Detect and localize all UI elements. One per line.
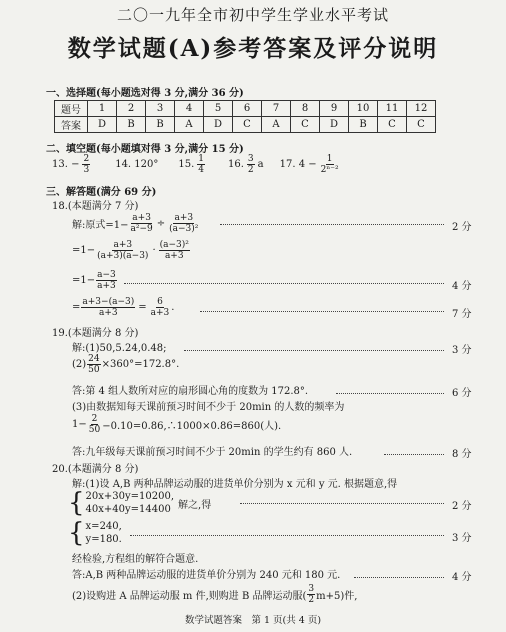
table-cell: C [291, 117, 320, 133]
q20-line-5: 答:A,B 两种品牌运动服的进货单价分别为 240 元和 180 元. [72, 570, 341, 581]
variable: a [257, 159, 264, 170]
row-label: 答案 [55, 117, 88, 133]
table-cell: B [146, 117, 175, 133]
q19-line-3: 答:第 4 组人数所对应的扇形圆心角的度数为 172.8°. [72, 386, 309, 397]
page-footer: 数学试题答案 第 1 页(共 4 页) [184, 615, 322, 626]
q19-line-6: 答:九年级每天课前预习时间不少于 20min 的学生约有 860 人. [72, 447, 353, 458]
q20-line-4: 经检验,方程组的解符合题意. [72, 554, 199, 565]
question-20-heading: 20.(本题满分 8 分) [52, 464, 139, 475]
answer-14: 14. 120° [115, 159, 159, 170]
table-cell: 4 [175, 101, 204, 117]
score: 2 分 [452, 501, 472, 512]
score: 3 分 [452, 345, 472, 356]
table-cell: D [320, 117, 349, 133]
table-cell: 12 [407, 101, 436, 117]
fill-in-answers [52, 154, 341, 175]
q20-system-2: { x=240, y=180. [68, 518, 122, 548]
section-1-heading: 一、选择题(每小题选对得 3 分,满分 36 分) [46, 88, 244, 99]
table-cell: C [378, 117, 407, 133]
score: 4 分 [452, 572, 472, 583]
answer-15: 15. [178, 159, 195, 170]
table-cell: 7 [262, 101, 291, 117]
table-cell: 8 [291, 101, 320, 117]
fraction: $\frac{1}{4}$ [198, 154, 205, 175]
score: 6 分 [452, 388, 472, 399]
question-18-heading: 18.(本题满分 7 分) [52, 201, 139, 212]
q19-line-4: (3)由数据知每天课前预习时间不少于 20min 的人数的频率为 [72, 402, 345, 413]
table-cell: A [175, 117, 204, 133]
question-19-heading: 19.(本题满分 8 分) [52, 328, 139, 339]
table-cell: 11 [378, 101, 407, 117]
table-cell: 9 [320, 101, 349, 117]
page-title: 数学试题(A)参考答案及评分说明 [67, 35, 439, 62]
table-cell: 10 [349, 101, 378, 117]
score: 8 分 [452, 449, 472, 460]
table-row [55, 101, 436, 117]
table-cell: 1 [88, 101, 117, 117]
section-3-heading: 三、解答题(满分 69 分) [46, 187, 157, 198]
q19-line-2: (2) $\frac{24}{50}$ ×360°=172.8°. [72, 354, 180, 375]
q18-line-1: 解:原式=1− $\frac{a+3}{\text{a²−9}}$ ÷ $\frac{a+3}{\text{(a−3)²}}$ [72, 213, 199, 234]
fraction: $\frac{2}{3}$ [83, 154, 90, 175]
score: 7 分 [452, 309, 472, 320]
score: 4 分 [452, 281, 472, 292]
exam-heading: 二〇一九年全市初中学生学业水平考试 [116, 6, 389, 24]
table-cell: 5 [204, 101, 233, 117]
row-label: 题号 [55, 101, 88, 117]
table-cell: C [407, 117, 436, 133]
table-cell: D [88, 117, 117, 133]
table-cell: B [117, 117, 146, 133]
q19-line-5: 1− $\frac{2}{50}$ −0.10=0.86,∴1000×0.86=860(人). [72, 414, 282, 435]
table-cell: 6 [233, 101, 262, 117]
table-cell: 3 [146, 101, 175, 117]
section-2-heading: 二、填空题(每小题填对得 3 分,满分 15 分) [46, 144, 244, 155]
answer-table [54, 100, 436, 133]
score: 3 分 [452, 533, 472, 544]
q19-line-1: 解:(1)50,5.24,0.48; [72, 343, 167, 354]
q18-line-2: =1− $\frac{a+3}{(a+3)(a-3)}$ · $\frac{\text{(a−3)²}}{a+3}$ [72, 240, 189, 261]
q20-line-1: 解:(1)设 A,B 两种品牌运动服的进货单价分别为 x 元和 y 元. 根据题意,得 [72, 479, 398, 490]
q20-system-1: { 20x+30y=10200, 40x+40y=14400 解之,得 [68, 488, 212, 518]
table-row [55, 117, 436, 133]
table-cell: B [349, 117, 378, 133]
table-cell: 2 [117, 101, 146, 117]
answer-16: 16. [228, 159, 244, 170]
answer-13: 13. − [52, 159, 80, 170]
q18-line-3: =1− $\frac{a-3}{a+3}$ [72, 270, 116, 291]
q20-line-6: (2)设购进 A 品牌运动服 m 件,则购进 B 品牌运动服( $\frac{3}{2}$ m+5)件, [72, 584, 358, 605]
fraction: $\frac{3}{2}$ [247, 154, 254, 175]
score: 2 分 [452, 222, 472, 233]
fraction: $\frac{1}{\text{2ⁿ⁻²}}$ [320, 154, 339, 175]
table-cell: A [262, 117, 291, 133]
answer-17: 17. 4 − [279, 159, 317, 170]
table-cell: D [204, 117, 233, 133]
table-cell: C [233, 117, 262, 133]
q18-line-4: = $\frac{a+3-(a-3)}{a+3}$ = $\frac{6}{a+3}$ . [72, 297, 175, 318]
